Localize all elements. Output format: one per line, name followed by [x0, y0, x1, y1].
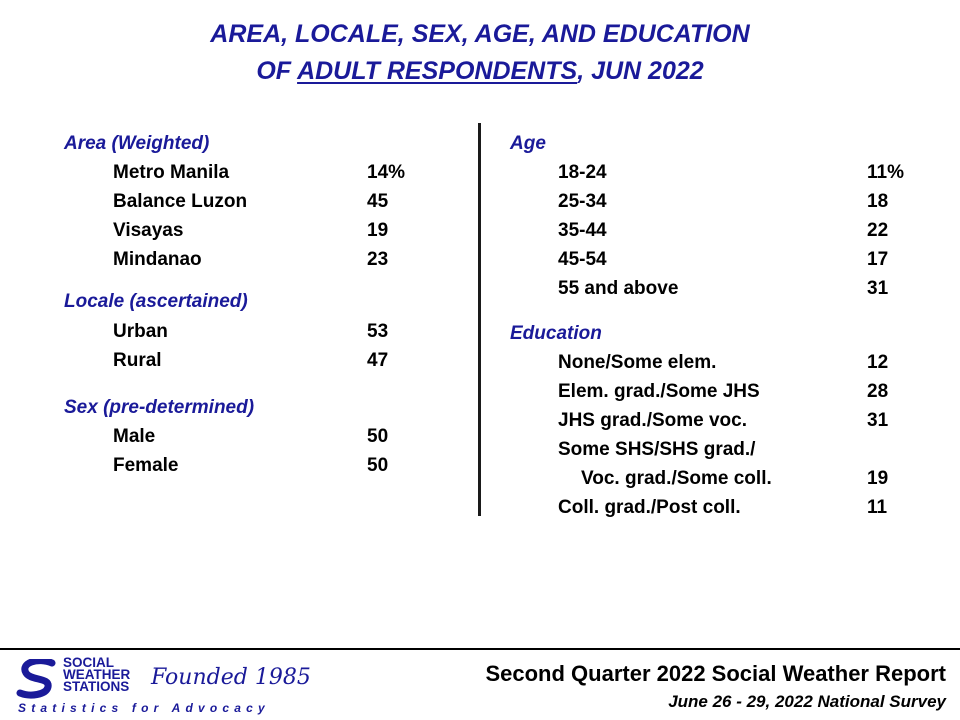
title-prefix: OF: [256, 57, 298, 85]
area-value-1: 45: [367, 191, 389, 212]
education-value-1: 28: [867, 381, 889, 402]
sws-emblem-icon: [16, 659, 58, 699]
area-value-2: 19: [367, 220, 389, 241]
age-heading: Age: [510, 133, 546, 154]
education-label-0: None/Some elem.: [558, 352, 717, 373]
area-label-0: Metro Manila: [113, 162, 230, 183]
page-title-line1: AREA, LOCALE, SEX, AGE, AND EDUCATION: [210, 20, 750, 48]
locale-value-1: 47: [367, 350, 389, 371]
age-label-3: 45-54: [558, 249, 607, 270]
sex-value-1: 50: [367, 455, 389, 476]
area-label-1: Balance Luzon: [113, 191, 248, 212]
area-heading: Area (Weighted): [64, 133, 210, 154]
age-label-1: 25-34: [558, 191, 607, 212]
education-value-4: 19: [867, 468, 889, 489]
education-label-4: Voc. grad./Some coll.: [581, 468, 772, 489]
footer-rule: [0, 648, 960, 650]
age-label-0: 18-24: [558, 162, 607, 183]
logo-line-stations: STATIONS: [63, 679, 130, 694]
report-subtitle: June 26 - 29, 2022 National Survey: [668, 692, 946, 711]
area-label-3: Mindanao: [113, 249, 202, 270]
locale-label-0: Urban: [113, 321, 168, 342]
sex-value-0: 50: [367, 426, 389, 447]
locale-label-1: Rural: [113, 350, 162, 371]
area-value-3: 23: [367, 249, 389, 270]
sws-logo: [14, 655, 311, 717]
education-value-5: 11: [867, 497, 888, 518]
logo-line-social: SOCIAL: [63, 655, 115, 670]
age-value-1: 18: [867, 191, 889, 212]
sex-label-1: Female: [113, 455, 179, 476]
age-value-0: 11%: [867, 162, 904, 183]
age-value-2: 22: [867, 220, 889, 241]
education-label-3: Some SHS/SHS grad./: [558, 439, 756, 460]
age-label-4: 55 and above: [558, 278, 679, 299]
logo-founded: Founded 1985: [151, 665, 311, 690]
education-label-5: Coll. grad./Post coll.: [558, 497, 741, 518]
page-title-line2: [0, 56, 960, 87]
age-value-4: 31: [867, 278, 889, 299]
education-label-1: Elem. grad./Some JHS: [558, 381, 760, 402]
age-label-2: 35-44: [558, 220, 607, 241]
title-underlined: ADULT RESPONDENTS: [297, 57, 578, 85]
logo-line-weather: WEATHER: [63, 667, 131, 682]
education-label-2: JHS grad./Some voc.: [558, 410, 748, 431]
education-heading: Education: [510, 323, 602, 344]
locale-heading: Locale (ascertained): [64, 291, 248, 312]
age-value-3: 17: [867, 249, 889, 270]
area-value-0: 14%: [367, 162, 406, 183]
sex-heading: Sex (pre-determined): [64, 397, 255, 418]
column-divider: [478, 123, 481, 516]
report-title: Second Quarter 2022 Social Weather Report: [485, 661, 946, 686]
area-label-2: Visayas: [113, 220, 184, 241]
education-value-2: 31: [867, 410, 889, 431]
logo-tagline: Statistics for Advocacy: [18, 701, 270, 715]
locale-value-0: 53: [367, 321, 389, 342]
sex-label-0: Male: [113, 426, 156, 447]
education-value-0: 12: [867, 352, 889, 373]
title-suffix: , JUN 2022: [577, 57, 704, 85]
